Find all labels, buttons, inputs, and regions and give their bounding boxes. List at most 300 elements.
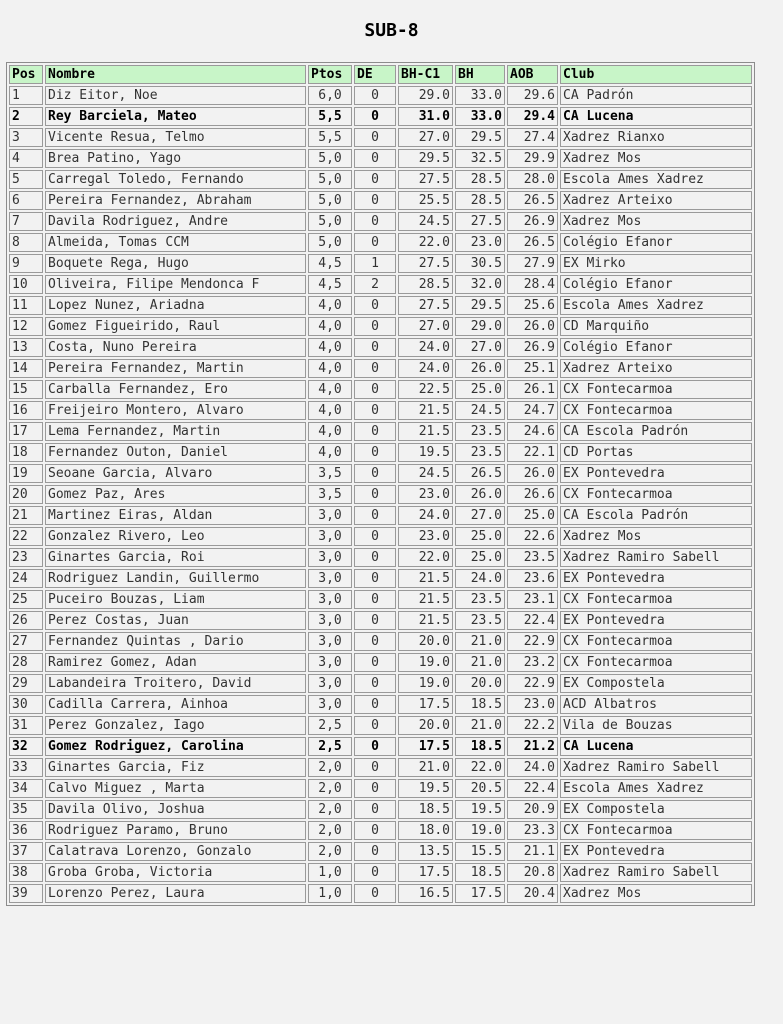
header-bh-c1: BH-C1 [398, 65, 453, 84]
cell-bh: 20.0 [455, 674, 505, 693]
cell-club: Xadrez Mos [560, 527, 752, 546]
table-row [9, 191, 752, 210]
cell-pos: 12 [9, 317, 43, 336]
cell-name: Ginartes Garcia, Fiz [45, 758, 306, 777]
cell-pos: 25 [9, 590, 43, 609]
cell-bh-c1: 17.5 [398, 695, 453, 714]
table-body [9, 86, 752, 903]
cell-bh: 26.0 [455, 485, 505, 504]
cell-name: Boquete Rega, Hugo [45, 254, 306, 273]
cell-aob: 22.4 [507, 779, 558, 798]
cell-club: Xadrez Arteixo [560, 191, 752, 210]
table-row [9, 107, 752, 126]
cell-name: Calvo Miguez , Marta [45, 779, 306, 798]
cell-name: Perez Gonzalez, Iago [45, 716, 306, 735]
cell-aob: 29.4 [507, 107, 558, 126]
cell-aob: 21.2 [507, 737, 558, 756]
cell-points: 3,0 [308, 590, 352, 609]
cell-bh: 24.0 [455, 569, 505, 588]
cell-name: Rodriguez Paramo, Bruno [45, 821, 306, 840]
cell-aob: 25.0 [507, 506, 558, 525]
table-row [9, 863, 752, 882]
cell-aob: 26.5 [507, 191, 558, 210]
cell-aob: 27.9 [507, 254, 558, 273]
cell-aob: 24.7 [507, 401, 558, 420]
cell-name: Perez Costas, Juan [45, 611, 306, 630]
cell-points: 5,5 [308, 128, 352, 147]
cell-club: CA Escola Padrón [560, 506, 752, 525]
cell-bh-c1: 27.0 [398, 128, 453, 147]
cell-de: 0 [354, 359, 396, 378]
cell-pos: 11 [9, 296, 43, 315]
cell-club: Xadrez Arteixo [560, 359, 752, 378]
cell-de: 2 [354, 275, 396, 294]
cell-de: 0 [354, 674, 396, 693]
cell-points: 4,5 [308, 254, 352, 273]
cell-name: Vicente Resua, Telmo [45, 128, 306, 147]
cell-points: 3,0 [308, 506, 352, 525]
cell-bh: 26.0 [455, 359, 505, 378]
cell-aob: 23.0 [507, 695, 558, 714]
cell-pos: 13 [9, 338, 43, 357]
cell-pos: 1 [9, 86, 43, 105]
cell-name: Diz Eitor, Noe [45, 86, 306, 105]
cell-de: 0 [354, 821, 396, 840]
cell-de: 0 [354, 485, 396, 504]
cell-aob: 20.9 [507, 800, 558, 819]
cell-bh: 21.0 [455, 716, 505, 735]
cell-bh-c1: 22.5 [398, 380, 453, 399]
cell-pos: 6 [9, 191, 43, 210]
cell-points: 1,0 [308, 863, 352, 882]
cell-de: 0 [354, 380, 396, 399]
cell-bh-c1: 19.0 [398, 653, 453, 672]
cell-aob: 26.9 [507, 212, 558, 231]
table-row [9, 716, 752, 735]
cell-club: CX Fontecarmoa [560, 590, 752, 609]
cell-de: 0 [354, 863, 396, 882]
cell-bh: 25.0 [455, 548, 505, 567]
cell-de: 0 [354, 590, 396, 609]
table-row [9, 695, 752, 714]
cell-points: 3,0 [308, 674, 352, 693]
cell-bh-c1: 21.5 [398, 590, 453, 609]
cell-aob: 28.4 [507, 275, 558, 294]
cell-de: 0 [354, 779, 396, 798]
cell-aob: 29.6 [507, 86, 558, 105]
cell-points: 4,0 [308, 338, 352, 357]
cell-bh-c1: 27.5 [398, 296, 453, 315]
cell-points: 2,0 [308, 779, 352, 798]
cell-name: Brea Patino, Yago [45, 149, 306, 168]
cell-name: Lema Fernandez, Martin [45, 422, 306, 441]
cell-club: Vila de Bouzas [560, 716, 752, 735]
table-row [9, 128, 752, 147]
cell-de: 0 [354, 653, 396, 672]
cell-club: ACD Albatros [560, 695, 752, 714]
cell-club: Xadrez Ramiro Sabell [560, 758, 752, 777]
cell-bh-c1: 24.0 [398, 338, 453, 357]
cell-bh: 29.5 [455, 296, 505, 315]
cell-bh: 25.0 [455, 380, 505, 399]
cell-de: 0 [354, 107, 396, 126]
cell-aob: 23.3 [507, 821, 558, 840]
cell-club: CX Fontecarmoa [560, 632, 752, 651]
cell-name: Gonzalez Rivero, Leo [45, 527, 306, 546]
cell-club: Xadrez Mos [560, 149, 752, 168]
cell-bh: 23.5 [455, 611, 505, 630]
table-row [9, 422, 752, 441]
table-row [9, 569, 752, 588]
cell-bh: 29.0 [455, 317, 505, 336]
cell-points: 5,0 [308, 191, 352, 210]
cell-name: Rodriguez Landin, Guillermo [45, 569, 306, 588]
cell-bh: 20.5 [455, 779, 505, 798]
cell-bh-c1: 20.0 [398, 716, 453, 735]
cell-name: Lorenzo Perez, Laura [45, 884, 306, 903]
header-club: Club [560, 65, 752, 84]
cell-bh-c1: 18.5 [398, 800, 453, 819]
cell-points: 3,0 [308, 695, 352, 714]
cell-bh: 18.5 [455, 737, 505, 756]
cell-name: Pereira Fernandez, Martin [45, 359, 306, 378]
cell-club: CA Lucena [560, 737, 752, 756]
cell-name: Rey Barciela, Mateo [45, 107, 306, 126]
cell-points: 4,0 [308, 359, 352, 378]
cell-bh-c1: 28.5 [398, 275, 453, 294]
cell-name: Costa, Nuno Pereira [45, 338, 306, 357]
cell-points: 2,0 [308, 800, 352, 819]
table-row [9, 632, 752, 651]
cell-bh-c1: 21.5 [398, 611, 453, 630]
cell-pos: 8 [9, 233, 43, 252]
cell-aob: 22.1 [507, 443, 558, 462]
cell-de: 0 [354, 464, 396, 483]
cell-de: 0 [354, 317, 396, 336]
cell-aob: 26.5 [507, 233, 558, 252]
cell-bh-c1: 24.0 [398, 506, 453, 525]
cell-pos: 4 [9, 149, 43, 168]
cell-de: 0 [354, 758, 396, 777]
cell-bh: 15.5 [455, 842, 505, 861]
cell-pos: 10 [9, 275, 43, 294]
cell-bh-c1: 21.0 [398, 758, 453, 777]
cell-club: Xadrez Ramiro Sabell [560, 863, 752, 882]
cell-points: 5,0 [308, 233, 352, 252]
cell-aob: 26.0 [507, 317, 558, 336]
cell-bh: 22.0 [455, 758, 505, 777]
cell-bh: 23.0 [455, 233, 505, 252]
cell-de: 0 [354, 233, 396, 252]
cell-points: 4,0 [308, 422, 352, 441]
cell-name: Labandeira Troitero, David [45, 674, 306, 693]
cell-points: 5,5 [308, 107, 352, 126]
table-row [9, 401, 752, 420]
cell-club: Xadrez Rianxo [560, 128, 752, 147]
cell-points: 3,5 [308, 485, 352, 504]
cell-pos: 17 [9, 422, 43, 441]
cell-bh-c1: 23.0 [398, 527, 453, 546]
cell-club: EX Pontevedra [560, 842, 752, 861]
cell-pos: 23 [9, 548, 43, 567]
cell-club: EX Pontevedra [560, 611, 752, 630]
cell-pos: 24 [9, 569, 43, 588]
cell-name: Carballa Fernandez, Ero [45, 380, 306, 399]
table-row [9, 485, 752, 504]
cell-de: 0 [354, 884, 396, 903]
cell-aob: 22.4 [507, 611, 558, 630]
cell-name: Puceiro Bouzas, Liam [45, 590, 306, 609]
cell-name: Carregal Toledo, Fernando [45, 170, 306, 189]
cell-de: 0 [354, 842, 396, 861]
table-row [9, 527, 752, 546]
cell-points: 1,0 [308, 884, 352, 903]
cell-bh: 24.5 [455, 401, 505, 420]
header-name: Nombre [45, 65, 306, 84]
standings-table [6, 62, 755, 906]
cell-pos: 18 [9, 443, 43, 462]
cell-aob: 27.4 [507, 128, 558, 147]
cell-bh-c1: 27.0 [398, 317, 453, 336]
cell-aob: 22.2 [507, 716, 558, 735]
cell-de: 0 [354, 422, 396, 441]
cell-aob: 28.0 [507, 170, 558, 189]
cell-pos: 22 [9, 527, 43, 546]
table-row [9, 170, 752, 189]
table-row [9, 86, 752, 105]
cell-pos: 30 [9, 695, 43, 714]
page-title: SUB-8 [364, 20, 419, 41]
cell-name: Ramirez Gomez, Adan [45, 653, 306, 672]
cell-pos: 27 [9, 632, 43, 651]
table-row [9, 359, 752, 378]
cell-bh-c1: 18.0 [398, 821, 453, 840]
cell-de: 1 [354, 254, 396, 273]
cell-de: 0 [354, 443, 396, 462]
cell-de: 0 [354, 401, 396, 420]
cell-club: CX Fontecarmoa [560, 380, 752, 399]
cell-pos: 31 [9, 716, 43, 735]
cell-bh: 33.0 [455, 107, 505, 126]
cell-bh: 30.5 [455, 254, 505, 273]
cell-points: 2,5 [308, 716, 352, 735]
cell-points: 4,0 [308, 380, 352, 399]
cell-club: Xadrez Ramiro Sabell [560, 548, 752, 567]
cell-bh-c1: 29.5 [398, 149, 453, 168]
cell-aob: 23.5 [507, 548, 558, 567]
cell-de: 0 [354, 212, 396, 231]
cell-bh: 25.0 [455, 527, 505, 546]
table-row [9, 842, 752, 861]
cell-de: 0 [354, 128, 396, 147]
cell-pos: 16 [9, 401, 43, 420]
cell-points: 4,0 [308, 443, 352, 462]
cell-bh: 28.5 [455, 170, 505, 189]
cell-club: EX Pontevedra [560, 569, 752, 588]
cell-aob: 25.1 [507, 359, 558, 378]
cell-aob: 29.9 [507, 149, 558, 168]
cell-bh-c1: 25.5 [398, 191, 453, 210]
cell-name: Almeida, Tomas CCM [45, 233, 306, 252]
cell-points: 2,0 [308, 821, 352, 840]
cell-club: Colégio Efanor [560, 275, 752, 294]
cell-pos: 5 [9, 170, 43, 189]
cell-club: CX Fontecarmoa [560, 485, 752, 504]
table-row [9, 884, 752, 903]
cell-points: 3,0 [308, 611, 352, 630]
cell-points: 4,0 [308, 317, 352, 336]
cell-aob: 26.6 [507, 485, 558, 504]
cell-club: Colégio Efanor [560, 338, 752, 357]
cell-aob: 20.8 [507, 863, 558, 882]
cell-aob: 25.6 [507, 296, 558, 315]
cell-club: EX Compostela [560, 674, 752, 693]
cell-pos: 20 [9, 485, 43, 504]
cell-bh-c1: 21.5 [398, 401, 453, 420]
cell-points: 3,0 [308, 527, 352, 546]
cell-name: Davila Rodriguez, Andre [45, 212, 306, 231]
cell-pos: 7 [9, 212, 43, 231]
cell-bh: 18.5 [455, 863, 505, 882]
cell-de: 0 [354, 569, 396, 588]
cell-points: 6,0 [308, 86, 352, 105]
cell-aob: 24.6 [507, 422, 558, 441]
cell-pos: 28 [9, 653, 43, 672]
table-row [9, 212, 752, 231]
cell-aob: 23.6 [507, 569, 558, 588]
cell-bh-c1: 23.0 [398, 485, 453, 504]
cell-name: Gomez Rodriguez, Carolina [45, 737, 306, 756]
header-points: Ptos [308, 65, 352, 84]
cell-bh: 32.5 [455, 149, 505, 168]
cell-points: 3,0 [308, 548, 352, 567]
header-bh: BH [455, 65, 505, 84]
cell-club: CX Fontecarmoa [560, 401, 752, 420]
cell-bh-c1: 19.5 [398, 779, 453, 798]
cell-bh-c1: 21.5 [398, 569, 453, 588]
cell-club: Escola Ames Xadrez [560, 779, 752, 798]
table-row [9, 506, 752, 525]
cell-points: 5,0 [308, 149, 352, 168]
cell-bh-c1: 22.0 [398, 548, 453, 567]
cell-aob: 23.1 [507, 590, 558, 609]
cell-aob: 22.6 [507, 527, 558, 546]
cell-name: Freijeiro Montero, Alvaro [45, 401, 306, 420]
cell-club: CD Marquiño [560, 317, 752, 336]
cell-points: 3,0 [308, 569, 352, 588]
cell-club: CD Portas [560, 443, 752, 462]
cell-club: EX Mirko [560, 254, 752, 273]
cell-bh: 18.5 [455, 695, 505, 714]
cell-de: 0 [354, 800, 396, 819]
cell-bh: 28.5 [455, 191, 505, 210]
cell-bh: 21.0 [455, 653, 505, 672]
table-row [9, 464, 752, 483]
cell-club: EX Compostela [560, 800, 752, 819]
cell-points: 3,0 [308, 653, 352, 672]
cell-de: 0 [354, 548, 396, 567]
header-aob: AOB [507, 65, 558, 84]
cell-points: 4,5 [308, 275, 352, 294]
header-de: DE [354, 65, 396, 84]
cell-points: 3,0 [308, 632, 352, 651]
table-row [9, 611, 752, 630]
cell-bh-c1: 24.0 [398, 359, 453, 378]
cell-name: Pereira Fernandez, Abraham [45, 191, 306, 210]
cell-pos: 29 [9, 674, 43, 693]
cell-aob: 22.9 [507, 674, 558, 693]
cell-points: 2,0 [308, 758, 352, 777]
cell-bh: 19.0 [455, 821, 505, 840]
cell-bh: 29.5 [455, 128, 505, 147]
cell-bh: 23.5 [455, 443, 505, 462]
cell-de: 0 [354, 338, 396, 357]
cell-aob: 23.2 [507, 653, 558, 672]
cell-bh: 33.0 [455, 86, 505, 105]
cell-aob: 21.1 [507, 842, 558, 861]
cell-bh-c1: 19.5 [398, 443, 453, 462]
table-row [9, 800, 752, 819]
cell-points: 4,0 [308, 296, 352, 315]
cell-points: 5,0 [308, 170, 352, 189]
cell-pos: 32 [9, 737, 43, 756]
cell-club: Escola Ames Xadrez [560, 170, 752, 189]
cell-club: Escola Ames Xadrez [560, 296, 752, 315]
cell-bh-c1: 31.0 [398, 107, 453, 126]
cell-pos: 14 [9, 359, 43, 378]
table-row [9, 149, 752, 168]
table-row [9, 758, 752, 777]
cell-name: Ginartes Garcia, Roi [45, 548, 306, 567]
cell-de: 0 [354, 695, 396, 714]
cell-pos: 19 [9, 464, 43, 483]
cell-club: CA Lucena [560, 107, 752, 126]
table-row [9, 443, 752, 462]
cell-pos: 9 [9, 254, 43, 273]
cell-bh-c1: 24.5 [398, 464, 453, 483]
table-header-row [9, 65, 752, 84]
cell-name: Gomez Paz, Ares [45, 485, 306, 504]
cell-name: Lopez Nunez, Ariadna [45, 296, 306, 315]
cell-club: Colégio Efanor [560, 233, 752, 252]
cell-points: 5,0 [308, 212, 352, 231]
cell-name: Seoane Garcia, Alvaro [45, 464, 306, 483]
cell-aob: 26.9 [507, 338, 558, 357]
cell-de: 0 [354, 296, 396, 315]
cell-de: 0 [354, 170, 396, 189]
cell-bh-c1: 19.0 [398, 674, 453, 693]
cell-bh: 32.0 [455, 275, 505, 294]
cell-de: 0 [354, 527, 396, 546]
cell-bh-c1: 17.5 [398, 863, 453, 882]
cell-de: 0 [354, 737, 396, 756]
cell-points: 2,5 [308, 737, 352, 756]
cell-pos: 36 [9, 821, 43, 840]
cell-bh: 27.0 [455, 338, 505, 357]
cell-points: 2,0 [308, 842, 352, 861]
cell-bh: 23.5 [455, 422, 505, 441]
cell-bh: 27.0 [455, 506, 505, 525]
cell-name: Groba Groba, Victoria [45, 863, 306, 882]
cell-aob: 26.0 [507, 464, 558, 483]
cell-club: EX Pontevedra [560, 464, 752, 483]
cell-bh: 19.5 [455, 800, 505, 819]
cell-club: Xadrez Mos [560, 884, 752, 903]
cell-bh-c1: 20.0 [398, 632, 453, 651]
cell-bh-c1: 24.5 [398, 212, 453, 231]
cell-name: Gomez Figueirido, Raul [45, 317, 306, 336]
cell-points: 4,0 [308, 401, 352, 420]
